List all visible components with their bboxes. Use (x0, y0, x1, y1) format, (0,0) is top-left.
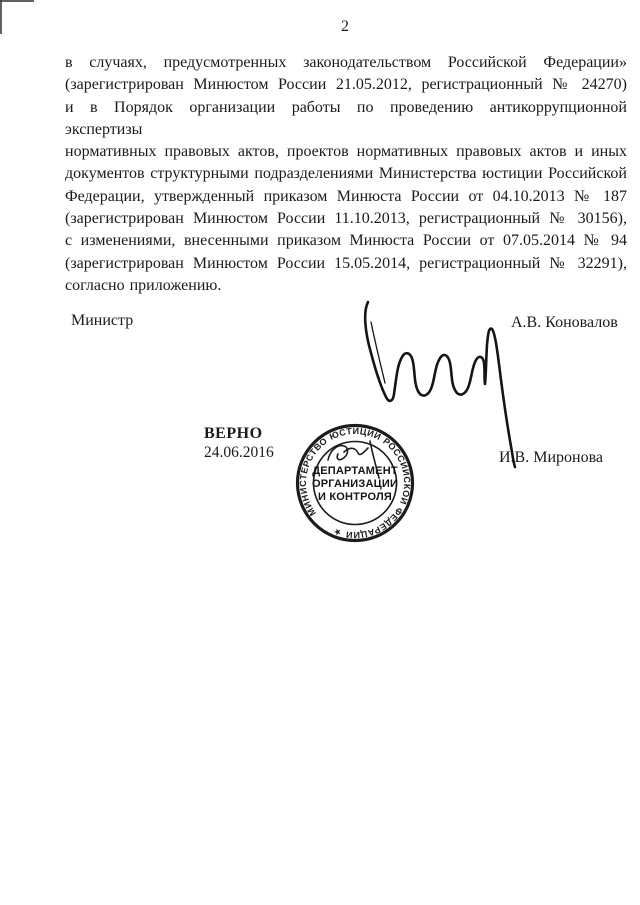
signer-title: Министр (71, 312, 134, 329)
paragraph-line: с изменениями, внесенными приказом Минюста России от 07.05.2014 № 94 (65, 232, 627, 250)
paragraph-line: (зарегистрирован Минюстом России 21.05.2012, регистрационный № 24270) (65, 76, 627, 94)
seal-center-line: ДЕПАРТАМЕНТ (312, 465, 398, 477)
paragraph-line: (зарегистрирован Минюстом России 15.05.2014, регистрационный № 32291), (65, 254, 627, 272)
scan-artifact-left (0, 0, 2, 34)
scan-artifact-top (0, 0, 34, 2)
certification-mark: ВЕРНО (204, 425, 263, 442)
paragraph-line: нормативных правовых актов, проектов нормативных правовых актов и иных (65, 143, 627, 161)
signer-name: А.В. Коновалов (511, 314, 618, 331)
seal-ring-text: МИНИСТЕРСТВО ЮСТИЦИИ РОССИЙСКОЙ ФЕДЕРАЦИИ ★ (297, 425, 413, 541)
body-paragraph (65, 52, 627, 297)
seal-center-line: И КОНТРОЛЯ (318, 491, 392, 503)
paragraph-line: документов структурными подразделениями Министерства юстиции Российской (65, 165, 627, 183)
paragraph-line: (зарегистрирован Минюстом России 11.10.2013, регистрационный № 30156), (65, 210, 627, 228)
certifier-name: И.В. Миронова (499, 449, 604, 466)
seal-center-line: ОРГАНИЗАЦИИ (311, 478, 399, 490)
paragraph-line: в случаях, предусмотренных законодательством Российской Федерации» (65, 54, 627, 71)
paragraph-line: и в Порядок организации работы по проведению антикоррупционной экспертизы (65, 98, 627, 138)
page-number: 2 (341, 18, 349, 35)
certification-stamp (204, 425, 274, 462)
paragraph-line: согласно приложению. (65, 276, 222, 294)
certification-date: 24.06.2016 (204, 444, 274, 461)
ministry-seal (289, 418, 421, 550)
paragraph-line: Федерации, утвержденный приказом Минюста России от 04.10.2013 № 187 (65, 187, 627, 205)
